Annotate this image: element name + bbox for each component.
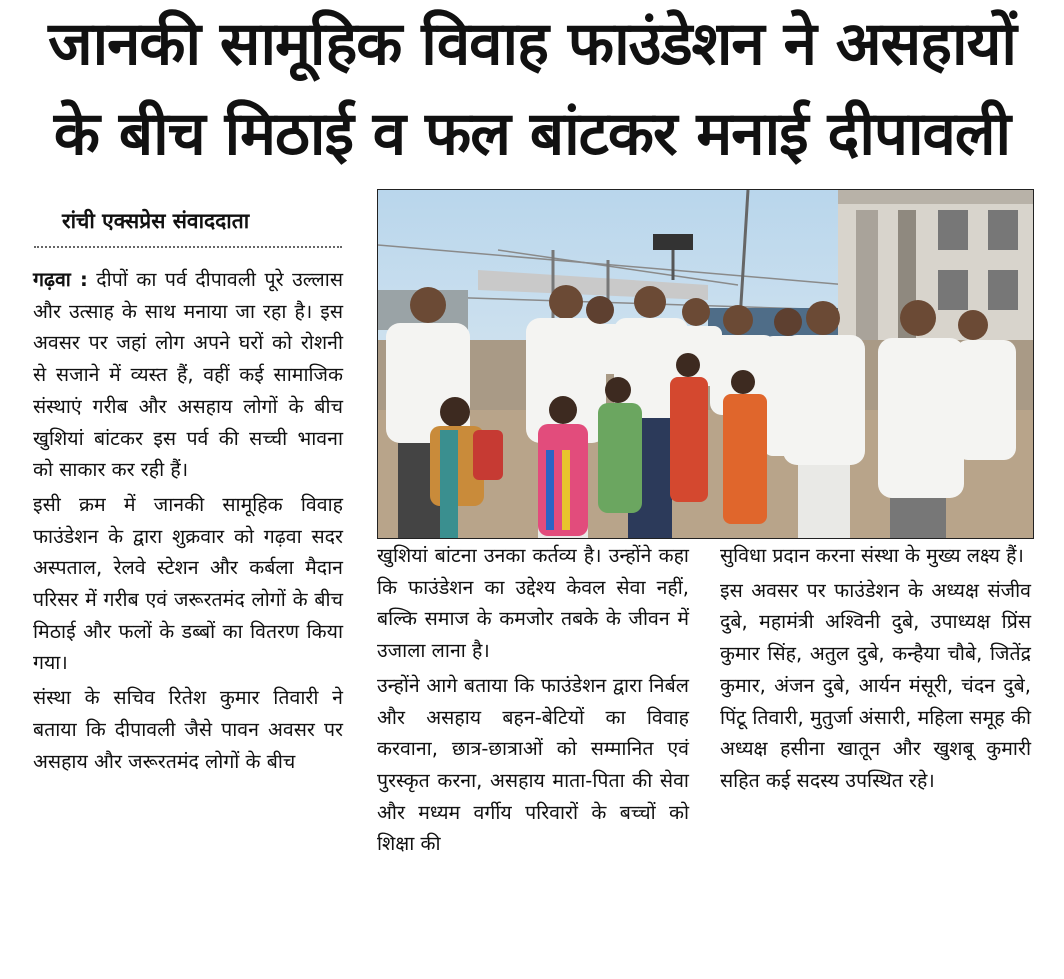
article-paragraph xyxy=(33,264,343,486)
article-paragraph: खुशियां बांटना उनका कर्तव्य है। उन्होंने कहा कि फाउंडेशन का उद्देश्य केवल सेवा नहीं, बल्कि समाज के कमजोर तबके के जीवन में उजाला लाना है। xyxy=(377,544,689,663)
headline-line-2: के बीच मिठाई व फल बांटकर मनाई दीपावली xyxy=(53,99,1011,169)
article-paragraph: सुविधा प्रदान करना संस्था के मुख्य लक्ष्य हैं। xyxy=(720,544,1024,567)
article-paragraph: संस्था के सचिव रितेश कुमार तिवारी ने बताया कि दीपावली जैसे पावन अवसर पर असहाय और जरूरतमंद लोगों के बीच xyxy=(33,686,343,773)
byline-divider xyxy=(34,246,342,248)
article-paragraph: उन्होंने आगे बताया कि फाउंडेशन द्वारा निर्बल और असहाय बहन-बेटियों का विवाह करवाना, छात्र-छात्राओं को सम्मानित एवं पुरस्कृत करना, असहाय माता-पिता की सेवा और मध्यम वर्गीय परिवारों के बच्चों को शिक्षा की xyxy=(377,673,689,856)
article-paragraph: इसी क्रम में जानकी सामूहिक विवाह फाउंडेशन के द्वारा शुक्रवार को गढ़वा सदर अस्पताल, रेलवे स्टेशन और कर्बला मैदान परिसर में गरीब एवं जरूरतमंद लोगों के बीच मिठाई और फलों के डब्बों का वितरण किया गया। xyxy=(33,492,343,675)
article-column-2 xyxy=(377,540,689,863)
article-paragraph: इस अवसर पर फाउंडेशन के अध्यक्ष संजीव दुबे, महामंत्री अश्विनी दुबे, उपाध्यक्ष प्रिंस कुमार सिंह, अतुल दुबे, कन्हैया चौबे, जितेंद्र कुमार, अंजन दुबे, आर्यन मंसूरी, चंदन दुबे, पिंटू तिवारी, मुतुर्जा अंसारी, महिला समूह की अध्यक्ष हसीना खातून और खुशबू कुमारी सहित कई सदस्य उपस्थित रहे। xyxy=(720,578,1031,792)
dateline: गढ़वा : xyxy=(33,268,88,291)
news-photo xyxy=(377,189,1034,539)
byline: रांची एक्सप्रेस संवाददाता xyxy=(62,209,250,233)
paragraph-text: दीपों का पर्व दीपावली पूरे उल्लास और उत्साह के साथ मनाया जा रहा है। इस अवसर पर जहां लोग अपने घरों को रोशनी से सजाने में व्यस्त हैं, वहीं कई सामाजिक संस्थाएं गरीब और असहाय लोगों के बीच खुशियां बांटकर इस पर्व की सच्ची भावना को साकार कर रही हैं। xyxy=(33,268,344,482)
headline-line-1: जानकी सामूहिक विवाह फाउंडेशन ने असहायों xyxy=(48,9,1016,79)
article-column-1 xyxy=(33,264,343,780)
group-photo-illustration xyxy=(378,190,1033,538)
article-column-3 xyxy=(720,540,1031,800)
